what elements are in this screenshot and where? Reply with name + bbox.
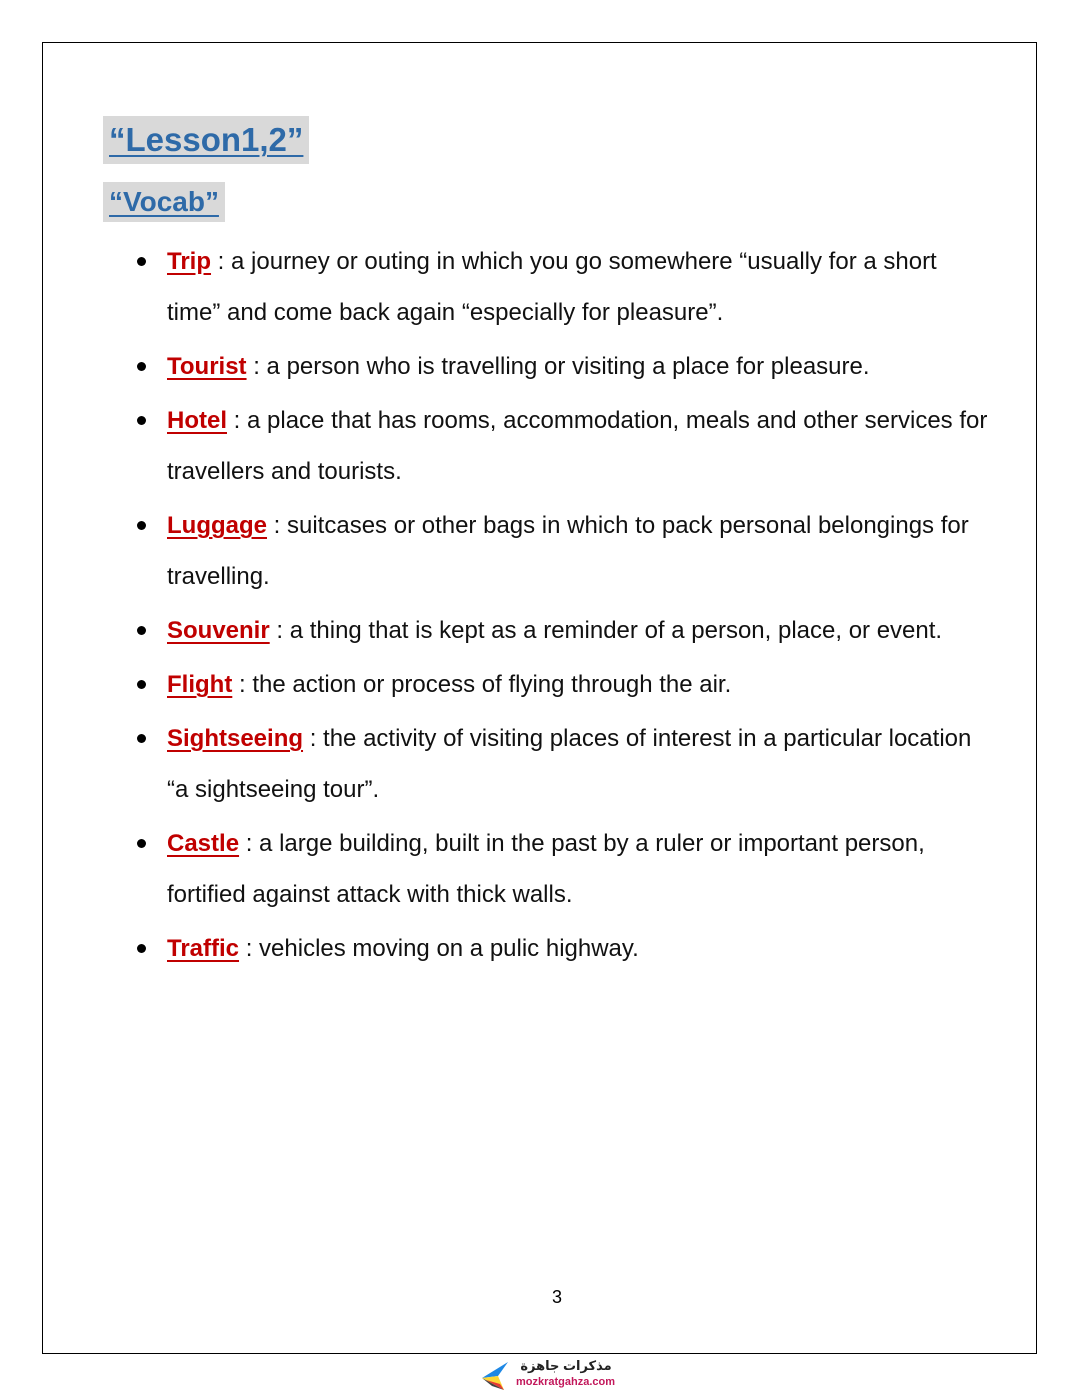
vocab-definition: : a large building, built in the past by a ruler or important person, fortified against attack with thick walls. <box>167 830 925 908</box>
vocab-definition: : a journey or outing in which you go somewhere “usually for a short time” and come back again “especially for pleasure”. <box>167 248 937 326</box>
vocab-item-souvenir <box>115 605 995 656</box>
vocab-definition: : a place that has rooms, accommodation, meals and other services for travellers and tourists. <box>167 407 988 485</box>
footer-logo <box>478 1358 638 1394</box>
logo-mark-icon <box>478 1360 514 1392</box>
vocab-item-tourist <box>115 341 995 392</box>
vocab-term: Hotel <box>167 407 227 434</box>
vocab-term: Flight <box>167 671 233 698</box>
vocab-term: Castle <box>167 830 240 857</box>
vocab-item-sightseeing <box>115 713 995 815</box>
vocab-item-traffic <box>115 923 995 974</box>
page-number: 3 <box>551 1287 562 1307</box>
vocab-term: Souvenir <box>167 617 270 644</box>
vocab-definition: : suitcases or other bags in which to pack personal belongings for travelling. <box>167 512 969 590</box>
logo-arabic-text: مذكرات جاهزة <box>520 1358 612 1373</box>
vocab-definition: : a thing that is kept as a reminder of a person, place, or event. <box>269 617 943 644</box>
vocab-definition: : the activity of visiting places of interest in a particular location “a sightseeing tour”. <box>167 725 972 803</box>
vocab-definition: : a person who is travelling or visiting a place for pleasure. <box>246 353 870 380</box>
vocab-item-flight <box>115 659 995 710</box>
vocab-term: Trip <box>167 248 212 275</box>
vocab-term: Traffic <box>167 935 240 962</box>
vocab-item-trip <box>115 236 995 338</box>
vocab-definition: : the action or process of flying through the air. <box>232 671 732 698</box>
vocab-definition: : vehicles moving on a pulic highway. <box>239 935 639 962</box>
vocab-term: Luggage <box>167 512 267 539</box>
vocab-item-castle <box>115 818 995 920</box>
vocab-term: Tourist <box>167 353 247 380</box>
lesson-title: “Lesson1,2” <box>103 116 309 164</box>
vocab-term: Sightseeing <box>167 725 304 752</box>
vocab-item-luggage <box>115 500 995 602</box>
vocab-title: “Vocab” <box>103 182 225 222</box>
vocab-list <box>115 236 995 977</box>
vocab-item-hotel <box>115 395 995 497</box>
logo-site-text: mozkratgahza.com <box>516 1376 616 1388</box>
